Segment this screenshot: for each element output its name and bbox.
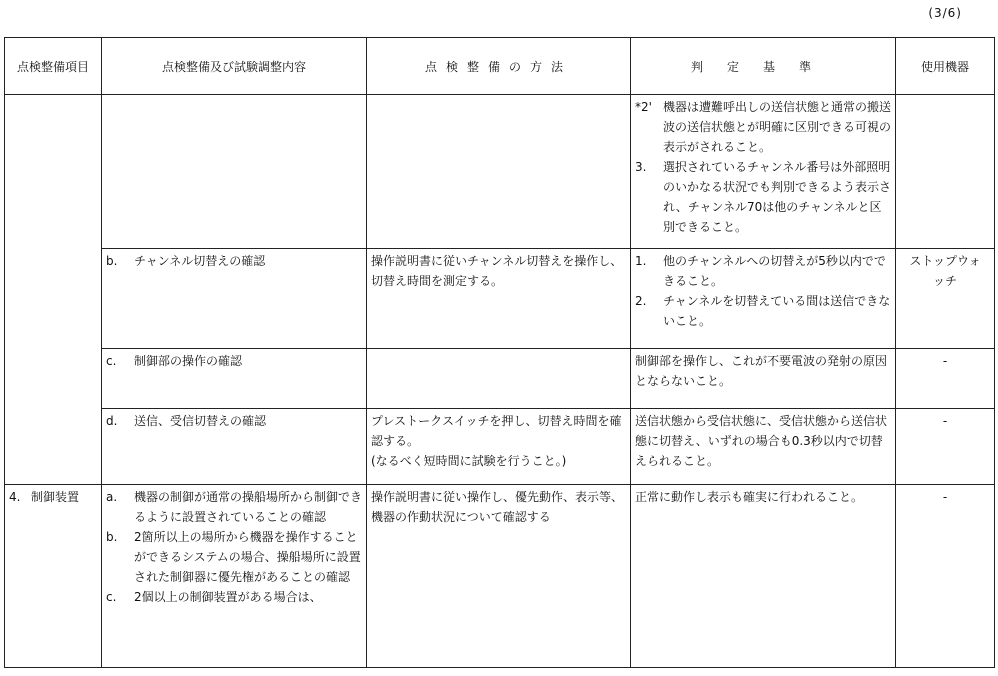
table-header-row <box>5 38 995 95</box>
table-row <box>5 409 995 485</box>
table-row <box>5 249 995 349</box>
criteria-item: 2. チャンネルを切替えている間は送信できないこと。 <box>635 294 891 328</box>
content-cell <box>102 95 367 249</box>
equipment-cell: - <box>896 409 995 485</box>
method-cell: 操作説明書に従いチャンネル切替えを操作し、切替え時間を測定する。 <box>367 249 631 349</box>
header-method: 点検整備の方法 <box>367 38 631 95</box>
criteria-cell: 制御部を操作し、これが不要電波の発射の原因とならないこと。 <box>631 349 896 409</box>
content-item: b. 2箇所以上の場所から機器を操作することができるシステムの場合、操船場所に設置された制御器に優先権があることの確認 <box>106 530 361 584</box>
table-row <box>5 485 995 668</box>
header-equipment: 使用機器 <box>896 38 995 95</box>
criteria-item: 1. 他のチャンネルへの切替えが5秒以内でできること。 <box>635 254 886 288</box>
content-cell: d. 送信、受信切替えの確認 <box>102 409 367 485</box>
equipment-cell <box>896 95 995 249</box>
inspection-table <box>4 37 995 668</box>
item-cell <box>5 409 102 485</box>
page-number: (3/6) <box>928 6 962 20</box>
table-row <box>5 349 995 409</box>
header-item: 点検整備項目 <box>5 38 102 95</box>
method-line: (なるべく短時間に試験を行うこと。) <box>371 454 567 468</box>
item-cell <box>5 349 102 409</box>
header-content: 点検整備及び試験調整内容 <box>102 38 367 95</box>
header-criteria: 判定基準 <box>631 38 896 95</box>
equipment-cell: - <box>896 349 995 409</box>
equipment-cell: ストップウォッチ <box>896 249 995 349</box>
item-cell <box>5 95 102 249</box>
criteria-cell: 正常に動作し表示も確実に行われること。 <box>631 485 896 668</box>
criteria-item: *2' 機器は遭難呼出しの送信状態と通常の搬送波の送信状態とが明確に区別できる可視の表示がされること。 <box>635 100 892 154</box>
method-cell <box>367 349 631 409</box>
equipment-cell: - <box>896 485 995 668</box>
criteria-item: 3. 選択されているチャンネル番号は外部照明のいかなる状況でも判別できるよう表示され、チャンネル70は他のチャンネルと区別できること。 <box>635 160 892 234</box>
method-cell: 操作説明書に従い操作し、優先動作、表示等、機器の作動状況について確認する <box>367 485 631 668</box>
table-row <box>5 95 995 249</box>
method-cell <box>367 95 631 249</box>
criteria-cell <box>631 95 896 249</box>
content-item: a. 機器の制御が通常の操船場所から制御できるように設置されていることの確認 <box>106 490 363 524</box>
item-cell: 4. 制御装置 <box>5 485 102 668</box>
criteria-cell: 送信状態から受信状態に、受信状態から送信状態に切替え、いずれの場合も0.3秒以内で切替えられること。 <box>631 409 896 485</box>
item-cell <box>5 249 102 349</box>
content-cell: c. 制御部の操作の確認 <box>102 349 367 409</box>
method-line: プレストークスイッチを押し、切替え時間を確認する。 <box>371 414 622 448</box>
content-cell <box>102 485 367 668</box>
criteria-cell <box>631 249 896 349</box>
content-item: c. 2個以上の制御装置がある場合は、 <box>106 590 322 604</box>
method-cell <box>367 409 631 485</box>
content-cell: b. チャンネル切替えの確認 <box>102 249 367 349</box>
